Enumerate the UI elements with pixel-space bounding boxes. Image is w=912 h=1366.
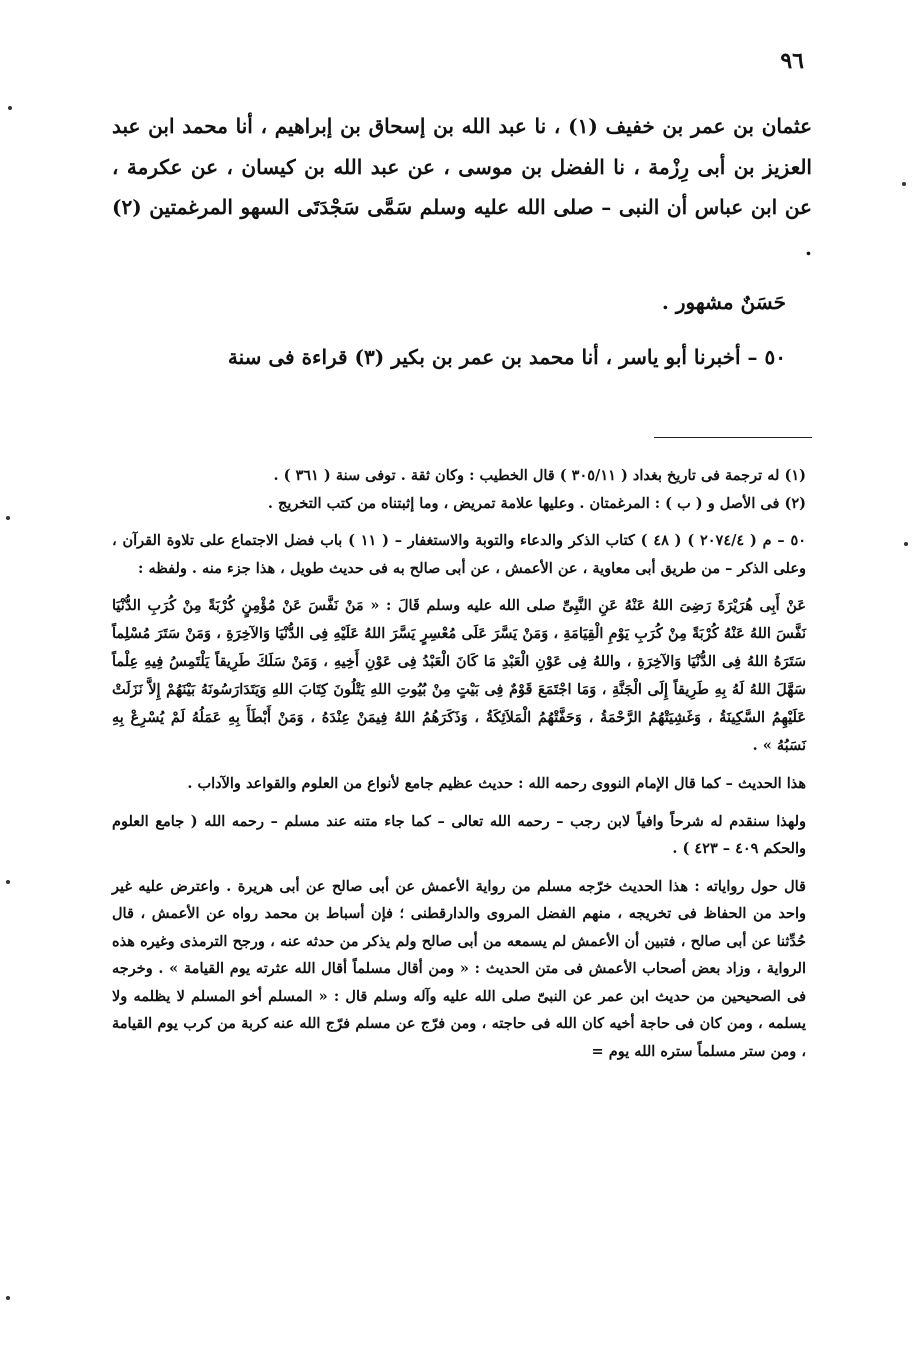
margin-mark xyxy=(6,516,10,520)
takhrij-note: ٥٠ – م ( ٢٠٧٤/٤ ) ( ٤٨ ) كتاب الذكر والدعاء والتوبة والاستغفار – ( ١١ ) باب فضل الاجتماع على تلاوة القرآن ، وعلى الذكر – من طريق أبى معاوية ، عن الأعمش ، عن أبى صالح به فى حديث طويل ، هذا جزء منه . ولفظه : xyxy=(112,532,807,577)
footnote-2: (٢) فى الأصل و ( ب ) : المرغمتان . وعليها علامة تمريض ، وما إثبتناه من كتب التخريج . xyxy=(267,494,806,512)
main-text xyxy=(112,106,812,377)
hadith-50-isnad: ٥٠ – أخبرنا أبو ياسر ، أنا محمد بن عمر بن بكير (٣) قراءة فى سنة xyxy=(227,344,786,369)
margin-mark xyxy=(6,880,10,884)
footnotes xyxy=(112,462,818,1065)
margin-mark xyxy=(904,542,908,546)
riwayat-discussion: قال حول رواياته : هذا الحديث خرّجه مسلم من رواية الأعمش عن أبى صالح عن أبى هريرة . واعترض عليه غير واحد من الحفاظ فى تخريجه ، منهم الفضل المروى والدارقطنى ؛ فإن أسباط بن محمد رواه عن الأعمش ، قال حُدِّثنا عن أبى صالح ، فتبين أن الأعمش لم يسمعه من أبى صالح ولم يذكر من حدثه عنه ، ورجح الترمذى وغيره هذه الرواية ، وزاد بعض أصحاب الأعمش فى متن الحديث : « ومن أقال مسلماً أقال الله عثرته يوم القيامة » . وخرجه فى الصحيحين من حديث ابن عمر عن النبىّ صلى الله عليه وآله وسلم قال : « المسلم أخو المسلم لا يظلمه ولا يسلمه ، ومن كان فى حاجة أخيه كان الله فى حاجته ، ومن فرّج عن مسلم فرّج الله عنه كربة من كرب يوم القيامة ، ومن ستر مسلماً ستره الله يوم = xyxy=(112,877,806,1060)
page-number: ٩٦ xyxy=(780,48,804,74)
ibn-rajab-note: ولهذا سنقدم له شرحاً وافياً لابن رجب – رحمه الله تعالى – كما جاء متنه عند مسلم – رحمه الله ( جامع العلوم والحكم ٤٠٩ – ٤٢٣ ) . xyxy=(112,812,806,857)
hadith-grade: حَسَنٌ مشهور . xyxy=(661,290,786,314)
margin-mark xyxy=(6,1296,10,1300)
margin-mark xyxy=(8,106,12,110)
nawawi-comment: هذا الحديث – كما قال الإمام النووى رحمه الله : حديث عظيم جامع لأنواع من العلوم والقواعد والآداب . xyxy=(187,775,806,792)
margin-mark xyxy=(902,182,906,186)
footnote-divider xyxy=(654,437,812,438)
footnote-1: (١) له ترجمة فى تاريخ بغداد ( ٣٠٥/١١ ) قال الخطيب : وكان ثقة . توفى سنة ( ٣٦١ ) . xyxy=(273,467,806,484)
hadith-full-text: عَنْ أَبِى هُرَيْرَةَ رَضِىَ اللهُ عَنْهُ عَنِ النَّبِىِّ صلى الله عليه وسلم قَالَ : « مَنْ نَفَّسَ عَنْ مُؤْمِنٍ كُرْبَةً مِنْ كُرَبِ الدُّنْيَا نَفَّسَ اللهُ عَنْهُ كُرْبَةً مِنْ كُرَبِ يَوْمِ الْقِيَامَةِ ، وَمَنْ يَسَّرَ عَلَى مُعْسِرٍ يَسَّرَ اللهُ عَلَيْهِ فِى الدُّنْيَا وَالآخِرَةِ ، وَمَنْ سَتَرَ مُسْلِماً سَتَرَهُ اللهُ فِى الدُّنْيَا وَالآخِرَةِ ، واللهُ فِى عَوْنِ الْعَبْدِ مَا كَانَ الْعَبْدُ فِى عَوْنِ أَخِيهِ ، وَمَنْ سَلَكَ طَرِيقاً يَلْتَمِسُ فِيهِ عِلْماً سَهَّلَ اللهُ لَهُ بِهِ طَرِيقاً إِلَى الْجَنَّةِ ، وَمَا اجْتَمَعَ قَوْمٌ فِى بَيْتٍ مِنْ بُيُوتِ اللهِ يَتْلُونَ كِتَابَ اللهِ وَيَتَدَارَسُونَهُ بَيْنَهُمْ إِلاَّ نَزَلَتْ عَلَيْهِمُ السَّكِينَةُ ، وَغَشِيَتْهُمُ الرَّحْمَةُ ، وَحَفَّتْهُمُ الْمَلاَئِكَةُ ، وَذَكَرَهُمُ اللهُ فِيمَنْ عِنْدَهُ ، وَمَنْ أَبْطَأَ بِهِ عَمَلُهُ لَمْ يُسْرِعْ بِهِ نَسَبُهُ » . xyxy=(112,597,806,754)
isnad-paragraph: عثمان بن عمر بن خفيف (١) ، نا عبد الله بن إسحاق بن إبراهيم ، أنا محمد ابن عبد العزيز بن أبى رِزْمة ، نا الفضل بن موسى ، عن عبد الله بن كيسان ، عن عكرمة ، عن ابن عباس أن النبى – صلى الله عليه وسلم سَمَّى سَجْدَتَى السهو المرغمتين (٢) . xyxy=(112,114,813,260)
